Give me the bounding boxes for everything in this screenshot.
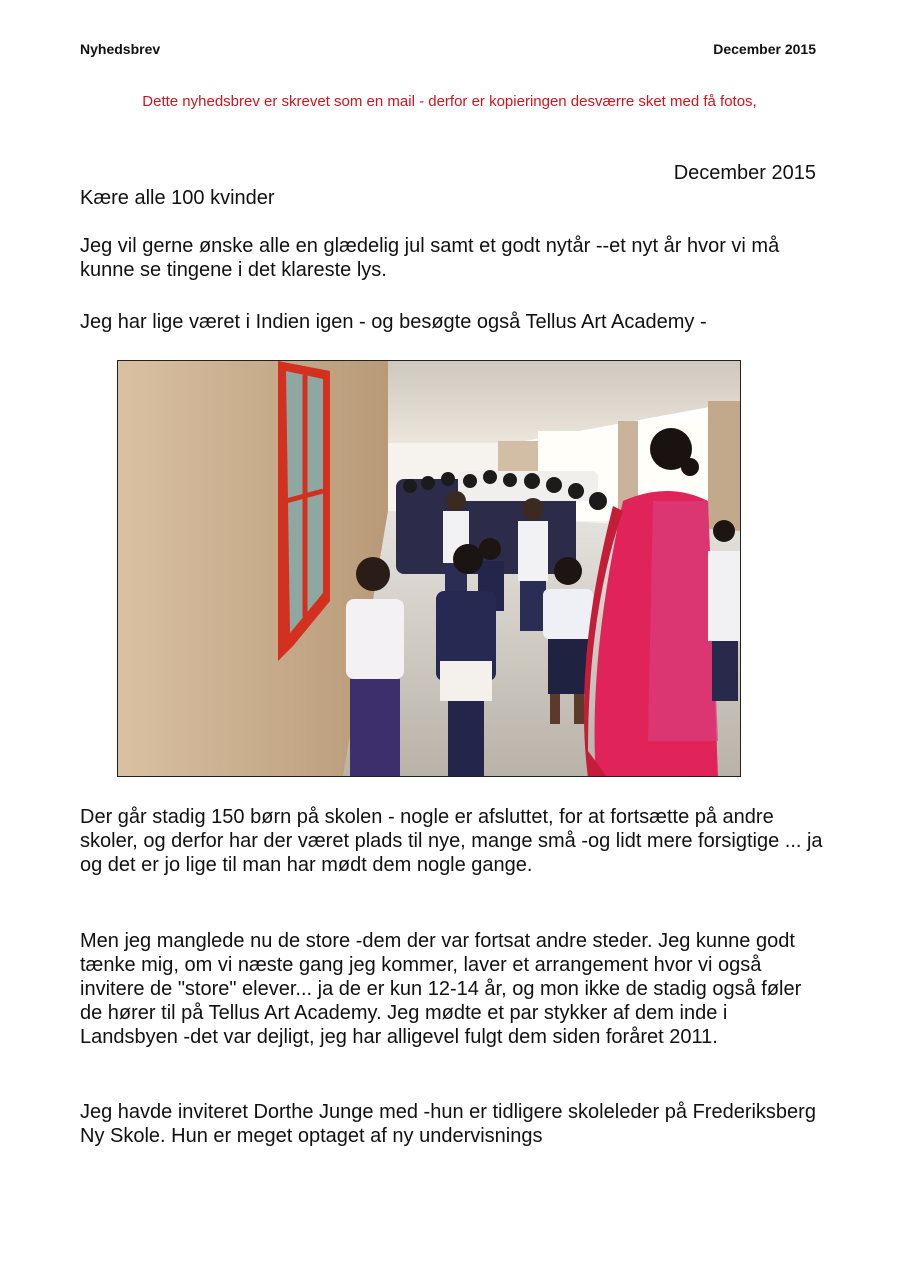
paragraph-older-students: Men jeg manglede nu de store -dem der var fortsat andre steder. Jeg kunne godt tænke mig, om vi næste gang jeg kommer, laver et arrangement hvor vi også invitere de "store" elever... ja de er kun 12-14 år, og mon ikke de stadig også føler de hører til på Tellus Art Academy. Jeg mødte et par stykker af dem inde i Landsbyen -det var dejligt, jeg har alligevel fulgt dem siden foråret 2011. [80,930,802,1048]
paragraph-wishes: Jeg vil gerne ønske alle en glædelig jul samt et godt nytår --et nyt år hvor vi må kunne se tingene i det klareste lys. [80,235,780,281]
header-date: December 2015 [713,41,816,57]
paragraph-students: Der går stadig 150 børn på skolen - nogle er afsluttet, for at fortsætte på andre skoler, og derfor har der været plads til nye, mange små -og lidt mere forsigtige ... ja og det er jo lige til man har mødt dem nogle gange. [80,806,823,876]
newsletter-label: Nyhedsbrev [80,41,161,57]
letter-date: December 2015 [673,162,816,184]
paragraph-dorthe-junge: Jeg havde inviteret Dorthe Junge med -hun er tidligere skoleleder på Frederiksberg Ny Skole. Hun er meget optaget af ny undervisnings [80,1101,816,1147]
greeting: Kære alle 100 kvinder [80,187,275,209]
email-notice: Dette nyhedsbrev er skrevet som en mail - derfor er kopieringen desværre sket med få fotos, [142,93,757,110]
paragraph-visit: Jeg har lige været i Indien igen - og besøgte også Tellus Art Academy - [80,311,707,333]
school-corridor-photo [117,360,741,777]
